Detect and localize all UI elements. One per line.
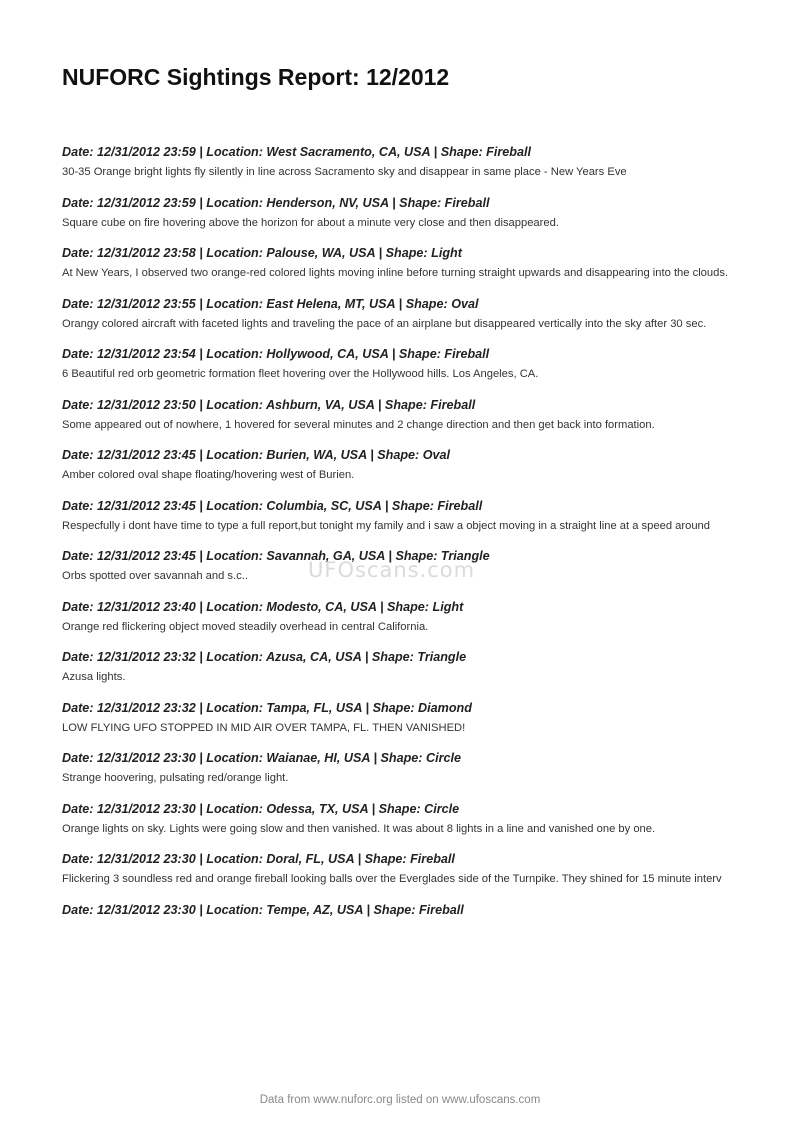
sighting-header: Date: 12/31/2012 23:32 | Location: Azusa, CA, USA | Shape: Triangle: [62, 650, 467, 664]
sighting-description: Square cube on fire hovering above the horizon for about a minute very close and then disappeared.: [62, 216, 559, 229]
sighting-description: Respecfully i dont have time to type a full report,but tonight my family and i saw a object moving in a straight line at a speed around: [62, 519, 710, 532]
sighting-header: Date: 12/31/2012 23:30 | Location: Tempe, AZ, USA | Shape: Fireball: [62, 902, 464, 917]
sighting-entry: [62, 801, 742, 838]
sighting-description: At New Years, I observed two orange-red colored lights moving inline before turning straight upwards and disappearing into the clouds.: [62, 267, 729, 279]
sighting-entry: [62, 750, 742, 787]
sighting-entry: [62, 144, 742, 181]
sighting-header: Date: 12/31/2012 23:59 | Location: Henderson, NV, USA | Shape: Fireball: [62, 195, 490, 210]
sighting-entry: [62, 245, 742, 282]
page-title: NUFORC Sightings Report: 12/2012: [62, 64, 450, 90]
sighting-entry: [62, 346, 742, 383]
sighting-header: Date: 12/31/2012 23:30 | Location: Waianae, HI, USA | Shape: Circle: [62, 751, 462, 765]
sighting-description: Some appeared out of nowhere, 1 hovered for several minutes and 2 change direction and then get back into formation.: [62, 418, 655, 431]
sighting-header: Date: 12/31/2012 23:45 | Location: Burien, WA, USA | Shape: Oval: [62, 448, 451, 462]
sighting-entry: [62, 851, 742, 888]
footer-credit: Data from www.nuforc.org listed on www.ufoscans.com: [259, 1094, 541, 1106]
sighting-header: Date: 12/31/2012 23:55 | Location: East Helena, MT, USA | Shape: Oval: [62, 296, 479, 311]
sighting-entry: [62, 447, 742, 484]
sighting-description: Orange red flickering object moved steadily overhead in central California.: [62, 620, 429, 633]
sighting-description: LOW FLYING UFO STOPPED IN MID AIR OVER TAMPA, FL. THEN VANISHED!: [62, 721, 466, 734]
sighting-entry: [62, 296, 742, 333]
sighting-header: Date: 12/31/2012 23:45 | Location: Columbia, SC, USA | Shape: Fireball: [62, 498, 483, 513]
sighting-header: Date: 12/31/2012 23:30 | Location: Doral, FL, USA | Shape: Fireball: [62, 852, 455, 866]
sighting-description: Orbs spotted over savannah and s.c..: [62, 570, 248, 582]
sighting-header: Date: 12/31/2012 23:30 | Location: Odessa, TX, USA | Shape: Circle: [62, 801, 460, 816]
sighting-header: Date: 12/31/2012 23:40 | Location: Modesto, CA, USA | Shape: Light: [62, 599, 464, 614]
sighting-header: Date: 12/31/2012 23:58 | Location: Palouse, WA, USA | Shape: Light: [62, 246, 462, 260]
sighting-entry: [62, 397, 742, 434]
sighting-description: Flickering 3 soundless red and orange fireball looking balls over the Everglades side of the Turnpike. They shined for 15 minute interv: [62, 873, 722, 885]
sighting-entry: [62, 700, 742, 737]
sighting-entry: [62, 498, 742, 535]
sighting-entry: [62, 649, 742, 686]
sighting-entry: [62, 195, 742, 232]
sighting-description: Azusa lights.: [62, 671, 126, 683]
sighting-entry: [62, 548, 742, 585]
sighting-description: Amber colored oval shape floating/hovering west of Burien.: [62, 469, 355, 481]
sighting-description: 6 Beautiful red orb geometric formation fleet hovering over the Hollywood hills. Los Angeles, CA.: [62, 368, 539, 380]
sighting-description: Strange hoovering, pulsating red/orange light.: [62, 772, 289, 784]
watermark: UFOscans.com: [308, 558, 476, 582]
sightings-list: [62, 144, 742, 932]
sighting-description: Orange lights on sky. Lights were going slow and then vanished. It was about 8 lights in a line and vanished one by one.: [62, 822, 656, 835]
sighting-header: Date: 12/31/2012 23:50 | Location: Ashburn, VA, USA | Shape: Fireball: [62, 397, 476, 412]
sighting-description: 30-35 Orange bright lights fly silently in line across Sacramento sky and disappear in same place - New Years Eve: [62, 166, 627, 178]
sighting-header: Date: 12/31/2012 23:59 | Location: West Sacramento, CA, USA | Shape: Fireball: [62, 145, 531, 159]
sighting-entry: [62, 599, 742, 636]
sighting-header: Date: 12/31/2012 23:54 | Location: Hollywood, CA, USA | Shape: Fireball: [62, 347, 490, 361]
sighting-description: Orangy colored aircraft with faceted lights and traveling the pace of an airplane but disappeared vertically into the sky after 30 sec.: [62, 317, 707, 330]
sighting-header: Date: 12/31/2012 23:45 | Location: Savannah, GA, USA | Shape: Triangle: [62, 549, 490, 563]
sighting-entry: [62, 902, 742, 918]
sighting-header: Date: 12/31/2012 23:32 | Location: Tampa, FL, USA | Shape: Diamond: [62, 700, 472, 715]
